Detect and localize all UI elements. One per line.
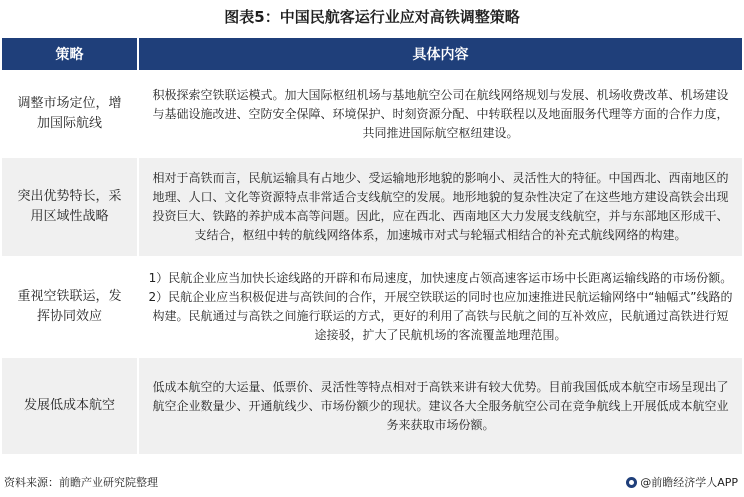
footer bbox=[0, 474, 744, 496]
strategy-cell bbox=[2, 70, 138, 158]
strategy-cell bbox=[2, 158, 138, 256]
strategy-text: 突出优势特长，采用区域性战略 bbox=[17, 189, 122, 224]
content-cell: 积极探索空铁联运模式。加大国际枢纽机场与基地航空公司在航线网络规划与发展、机场收费改革、机场建设与基础设施改进、空防安全保障、环境保护、时刻资源分配、中转联程以及地面服务代理等方面的合作力度，共同推进国际航空枢纽建设。 bbox=[138, 70, 742, 158]
brand-text: @前瞻经济学人APP bbox=[640, 476, 738, 489]
content-cell: 1）民航企业应当加快长途线路的开辟和布局速度，加快速度占领高速客运市场中长距离运输线路的市场份额。2）民航企业应当积极促进与高铁间的合作，开展空铁联运的同时也应加速推进民航运输网络中“轴幅式”线路的构建。民航通过与高铁之间施行联运的方式，更好的利用了高铁与民航之间的互补效应，民航通过高铁进行短途接驳，扩大了民航机场的客流覆盖地理范围。 bbox=[138, 256, 742, 358]
header-content: 具体内容 bbox=[138, 38, 742, 70]
table-row bbox=[2, 70, 742, 158]
strategy-text: 调整市场定位，增加国际航线 bbox=[17, 96, 122, 131]
figure-title: 图表5：中国民航客运行业应对高铁调整策略 bbox=[224, 8, 520, 26]
content-cell: 相对于高铁而言，民航运输具有占地少、受运输地形地貌的影响小、灵活性大的特征。中国西北、西南地区的地理、人口、文化等资源特点非常适合支线航空的发展。地形地貌的复杂性决定了在这些地方建设高铁会出现投资巨大、铁路的养护成本高等问题。因此，应在西北、西南地区大力发展支线航空，并与东部地区形成干、支结合，枢纽中转的航线网络体系，加速城市对式与轮辐式相结合的补充式航线网络的构建。 bbox=[138, 158, 742, 256]
content-cell: 低成本航空的大运量、低票价、灵活性等特点相对于高铁来讲有较大优势。目前我国低成本航空市场呈现出了航空企业数量少、开通航线少、市场份额少的现状。建议各大全服务航空公司在竞争航线上开展低成本航空业务来获取市场份额。 bbox=[138, 358, 742, 454]
brand-credit bbox=[626, 474, 738, 490]
strategy-cell bbox=[2, 256, 138, 358]
strategy-text: 重视空铁联运，发挥协同效应 bbox=[17, 289, 122, 324]
table-row bbox=[2, 358, 742, 454]
table-row bbox=[2, 256, 742, 358]
table-row bbox=[2, 158, 742, 256]
source-note: 资料来源：前瞻产业研究院整理 bbox=[4, 476, 158, 489]
qianzhan-logo-icon bbox=[626, 477, 637, 488]
table-header-row bbox=[2, 38, 742, 70]
strategy-text: 发展低成本航空 bbox=[23, 398, 115, 413]
strategy-cell bbox=[2, 358, 138, 454]
header-strategy: 策略 bbox=[2, 38, 138, 70]
strategy-table bbox=[2, 38, 742, 454]
